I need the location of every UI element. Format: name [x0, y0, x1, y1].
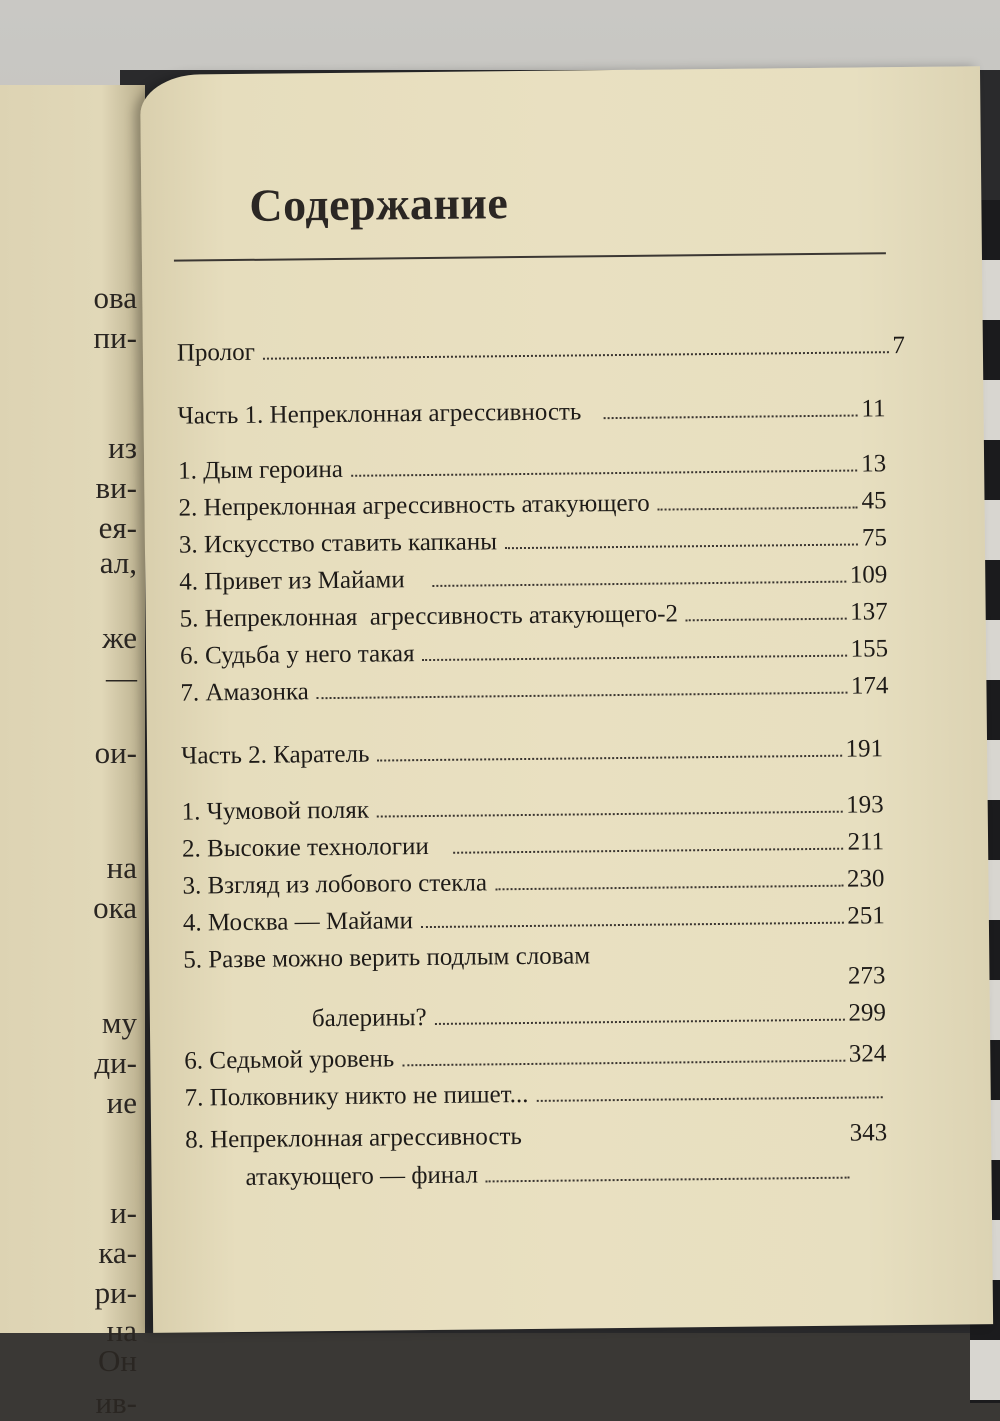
- toc-entry-page: 251: [847, 902, 885, 930]
- toc-entry-title: 7. Амазонка: [180, 678, 309, 707]
- toc-entry-page: 155: [850, 635, 889, 663]
- left-page-line: му: [101, 1005, 137, 1040]
- left-page-line: из: [108, 430, 137, 465]
- dot-leader: [686, 618, 846, 622]
- left-page-line: и-: [110, 1195, 137, 1230]
- dot-leader: [505, 544, 858, 550]
- toc-entry-chapter: [182, 865, 884, 908]
- toc-entry-page-row: [183, 962, 885, 1005]
- dot-leader: [433, 581, 846, 587]
- toc-entry-chapter: [179, 524, 887, 567]
- toc-entry-title: 5. Разве можно верить подлым словам: [183, 942, 591, 974]
- left-page-line: ова: [93, 280, 137, 315]
- toc-entry-title: 2. Высокие технологии: [181, 833, 429, 863]
- dot-leader: [435, 1019, 845, 1025]
- toc-entry-title: 5. Непреклонная агрессивность атакующего-2: [179, 600, 679, 633]
- toc-entry-continuation: [312, 999, 886, 1041]
- toc-entry-page: 343: [849, 1119, 888, 1147]
- left-page-line: ея-: [98, 510, 137, 545]
- dot-leader: [495, 885, 843, 891]
- toc-entry-chapter: [180, 672, 888, 715]
- toc-entry-page: 11: [861, 395, 886, 423]
- left-page-line: пи-: [93, 320, 137, 355]
- toc-entry-page: 137: [850, 598, 888, 626]
- left-page-line: ие: [106, 1085, 137, 1120]
- toc-entry-page: 75: [861, 524, 888, 552]
- toc-entry-prologue: [177, 332, 905, 376]
- left-page: [0, 85, 145, 1420]
- toc-entry-title: 4. Привет из Майами: [179, 566, 405, 596]
- left-page-line: ал,: [99, 545, 137, 580]
- toc-entry-title: 3. Искусство ставить капканы: [178, 528, 498, 559]
- left-page-line: ив-: [95, 1385, 137, 1420]
- dot-leader: [377, 811, 842, 818]
- toc-entry-page: 273: [847, 962, 886, 990]
- left-page-line: Он: [98, 1343, 137, 1378]
- left-page-line: ди-: [94, 1045, 137, 1080]
- toc-entry-page: 299: [848, 999, 887, 1027]
- page-title: Содержание: [249, 177, 509, 231]
- toc-entry-chapter: [183, 902, 885, 945]
- toc-entry-part2: [181, 735, 883, 778]
- left-page-line: ри-: [94, 1275, 137, 1310]
- toc-entry-chapter: [182, 791, 884, 834]
- contents-page: [140, 66, 993, 1333]
- left-page-line: на: [106, 850, 137, 885]
- toc-entry-title: 4. Москва — Майами: [182, 907, 414, 937]
- toc-entry-title: 1. Чумовой поляк: [181, 796, 370, 826]
- toc-entry-title: 1. Дым героина: [178, 455, 344, 485]
- dot-leader: [402, 1060, 845, 1067]
- toc-entry-chapter: [185, 1077, 887, 1120]
- toc-entry-chapter: [179, 561, 887, 604]
- toc-entry-page: 45: [861, 487, 887, 515]
- toc-entry-page: 230: [846, 865, 885, 893]
- toc-entry-chapter: [182, 828, 884, 871]
- toc-entry-chapter: [180, 635, 888, 678]
- toc-entry-page: 7: [892, 332, 906, 360]
- toc-entry-page: 174: [850, 672, 889, 700]
- toc-entry-chapter: [184, 1040, 886, 1083]
- dot-leader: [536, 1096, 882, 1102]
- left-page-line: ои-: [94, 735, 137, 770]
- left-page-line: ви-: [95, 470, 137, 505]
- toc-entry-part1: [177, 395, 885, 438]
- toc-entry-page: 191: [845, 735, 884, 763]
- dot-leader: [421, 922, 843, 928]
- toc-entry-chapter: [178, 487, 886, 530]
- toc-entry-page: 324: [848, 1040, 887, 1068]
- dot-leader: [263, 351, 889, 360]
- toc-entry-page: 211: [847, 828, 885, 856]
- dot-leader: [377, 755, 841, 762]
- toc-entry-title: 7. Полковнику никто не пишет...: [184, 1080, 529, 1112]
- dot-leader: [658, 507, 858, 511]
- left-page-line: ка-: [98, 1235, 137, 1270]
- dot-leader: [603, 415, 857, 420]
- toc-entry-chapter: [185, 1119, 887, 1162]
- toc-entry-continuation: [245, 1158, 853, 1200]
- left-page-line: на: [106, 1313, 137, 1348]
- dot-leader: [317, 692, 847, 700]
- toc-entry-title: 3. Взгляд из лобового стекла: [182, 869, 488, 900]
- left-page-line: —: [106, 660, 137, 695]
- left-page-line: ока: [93, 890, 137, 925]
- dot-leader: [453, 848, 844, 854]
- toc-entry-chapter: [178, 450, 886, 493]
- toc-entry-page: 13: [860, 450, 887, 478]
- dot-leader: [423, 655, 847, 661]
- toc-entry-chapter: [180, 598, 888, 641]
- dot-leader: [530, 1141, 846, 1144]
- dot-leader: [351, 470, 857, 477]
- toc-entry-page: 193: [846, 791, 884, 819]
- toc-entry-title: Пролог: [176, 338, 256, 367]
- toc-entry-title: 2. Непреклонная агрессивность атакующего: [178, 489, 650, 522]
- toc-entry-title: 8. Непреклонная агрессивность: [185, 1123, 522, 1154]
- toc-entry-title: Часть 2. Каратель: [180, 740, 370, 770]
- toc-entry-title: 6. Седьмой уровень: [184, 1045, 395, 1075]
- heading-rule: [174, 252, 886, 261]
- left-page-line: же: [102, 620, 137, 655]
- toc-entry-continuation-text: балерины?: [311, 1004, 427, 1033]
- toc-entry-continuation-text: атакующего — финал: [245, 1161, 479, 1191]
- toc-entry-title: 6. Судьба у него такая: [179, 640, 415, 670]
- toc-entry-title: Часть 1. Непреклонная агрессивность: [177, 398, 582, 430]
- toc-entry-page: 109: [849, 561, 888, 589]
- dot-leader: [486, 1177, 850, 1183]
